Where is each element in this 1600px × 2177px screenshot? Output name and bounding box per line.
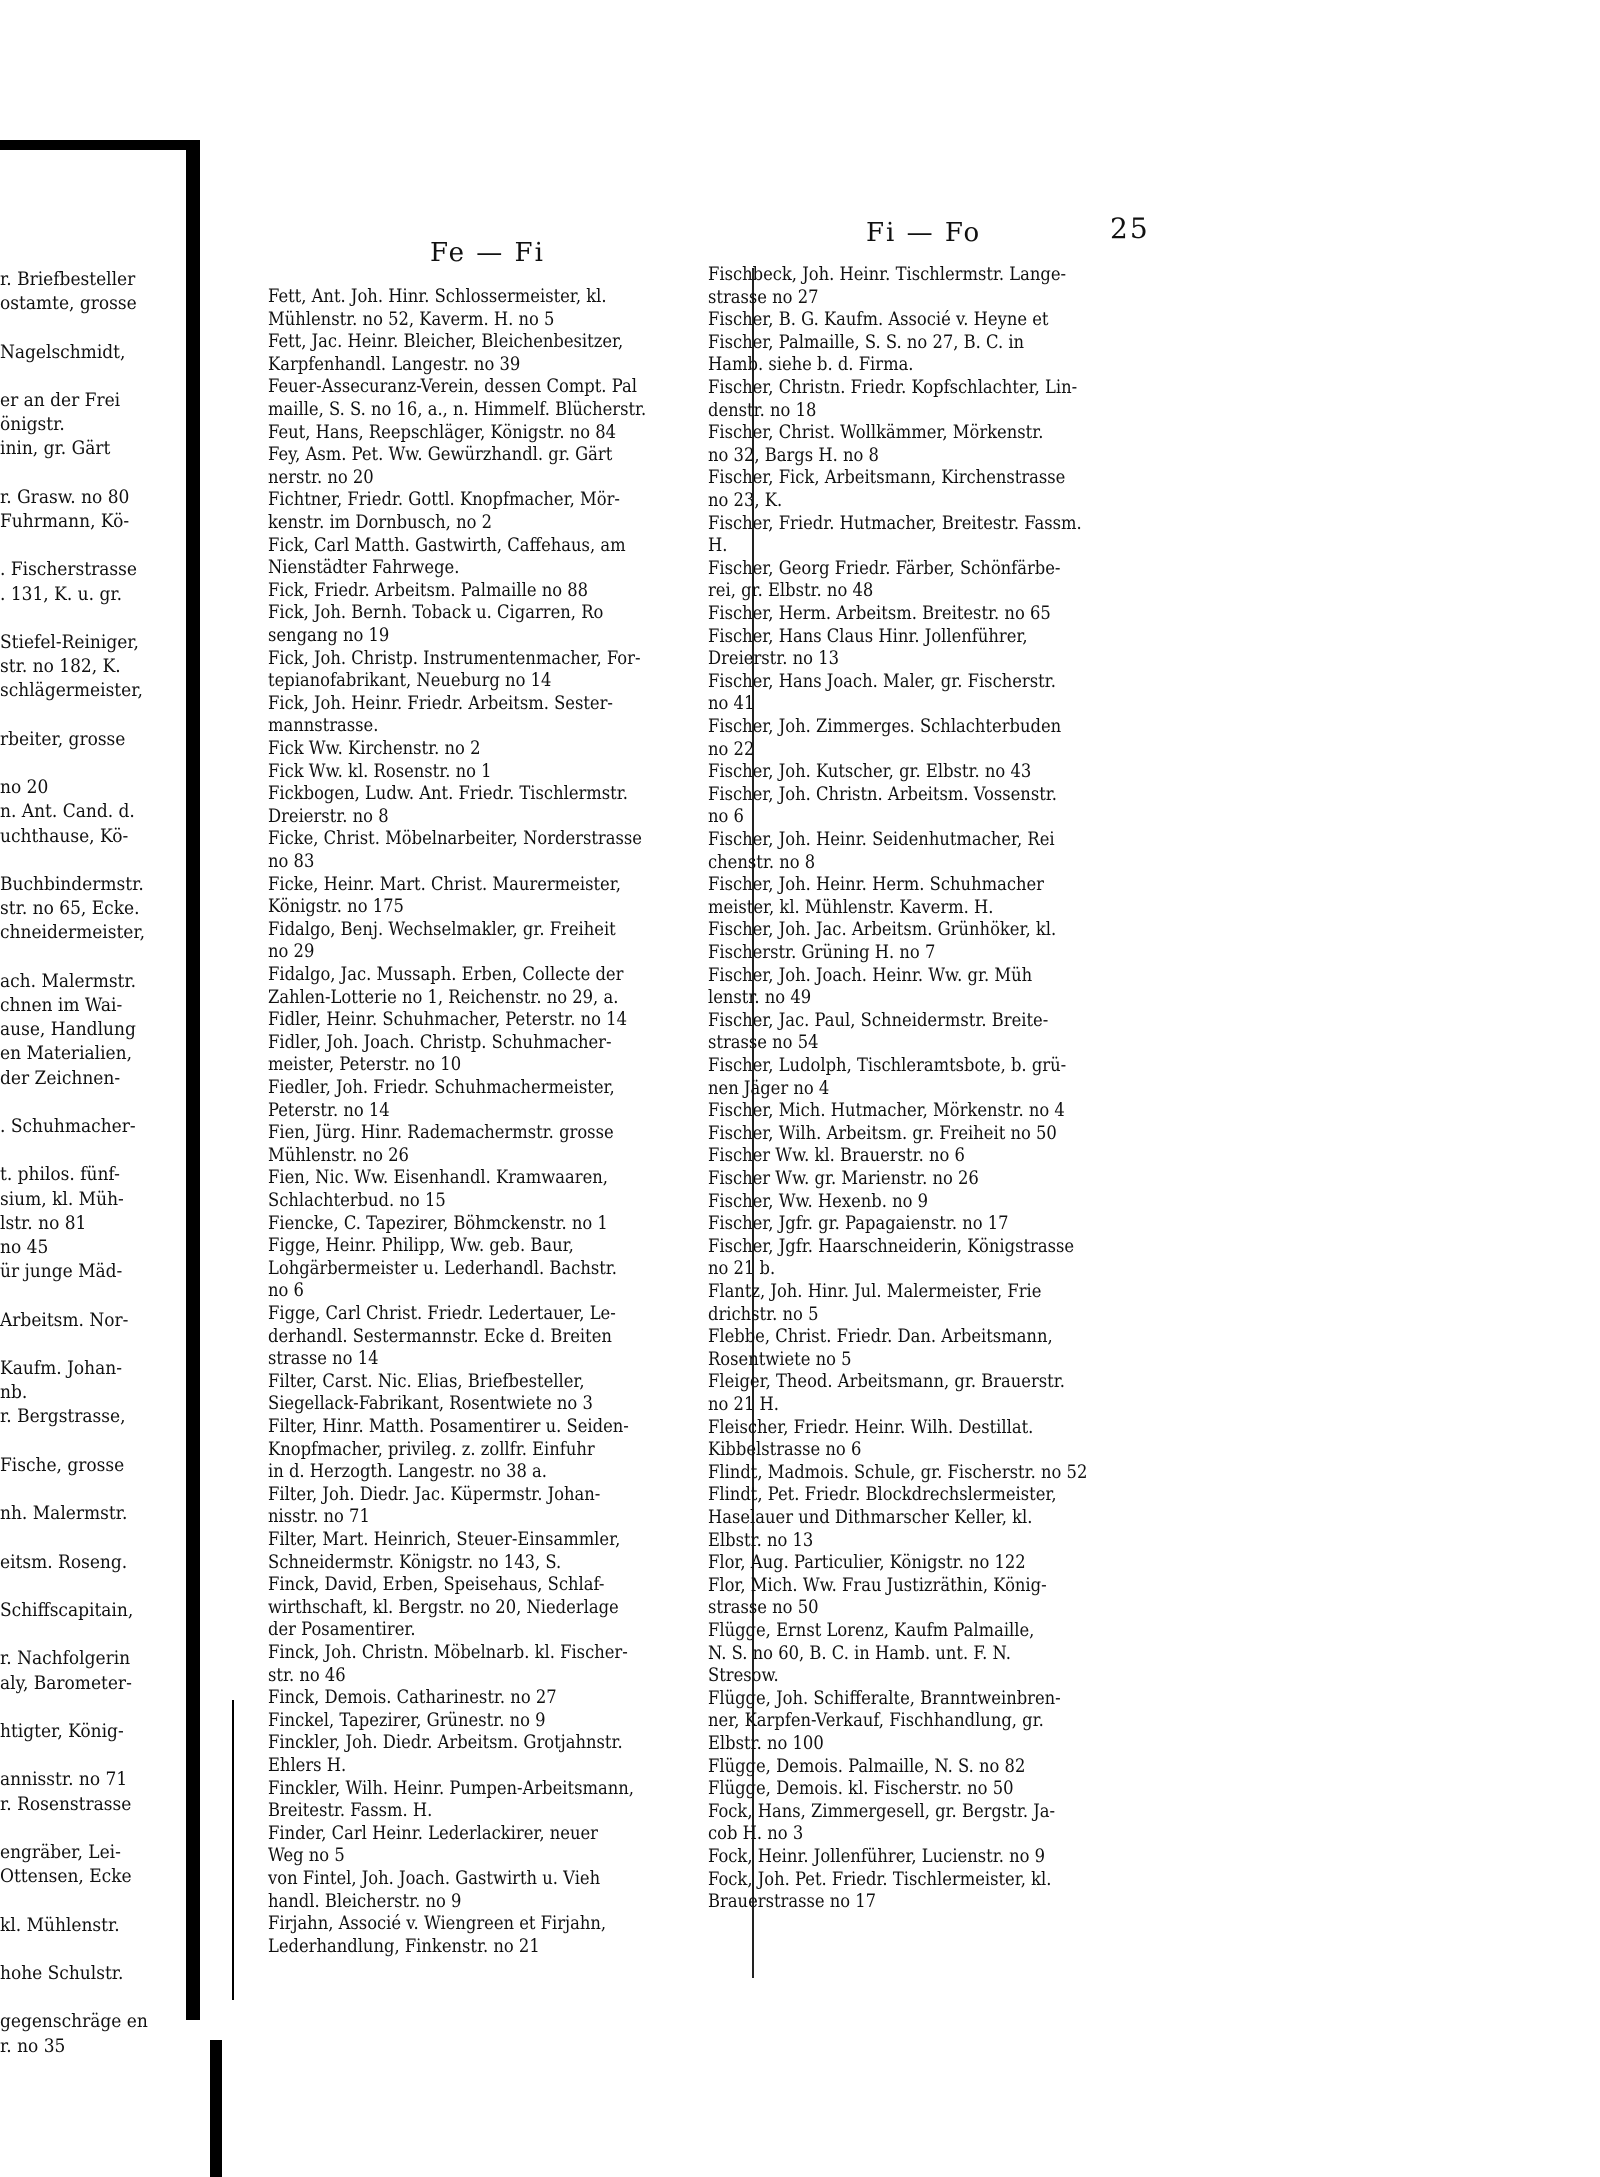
directory-entry-line: Fick, Joh. Heinr. Friedr. Arbeitsm. Sester- xyxy=(268,691,613,714)
fragment-line: ostamte, grosse xyxy=(0,293,137,315)
directory-entry-line: Fischer, Jgfr. gr. Papagaienstr. no 17 xyxy=(708,1212,1009,1235)
directory-entry-line: Fock, Heinr. Jollenführer, Lucienstr. no 9 xyxy=(708,1845,1046,1867)
directory-entry-line: Dreierstr. no 13 xyxy=(708,647,840,670)
fragment-line: kl. Mühlenstr. xyxy=(0,1914,120,1936)
directory-entry-line: cob H. no 3 xyxy=(708,1822,804,1845)
directory-entry-line: Fleischer, Friedr. Heinr. Wilh. Destillat. xyxy=(708,1415,1034,1438)
fragment-line: Nagelschmidt, xyxy=(0,341,126,363)
directory-entry-line: nisstr. no 71 xyxy=(268,1505,370,1528)
fragment-line: Schiffscapitain, xyxy=(0,1600,134,1621)
directory-entry-line: no 23, K. xyxy=(708,489,783,511)
directory-entry-line: Königstr. no 175 xyxy=(268,895,404,918)
fragment-line: r. Briefbesteller xyxy=(0,270,136,290)
directory-entry-line: Fischer Ww. kl. Brauerstr. no 6 xyxy=(708,1144,965,1167)
directory-entry-line: Flügge, Joh. Schifferalte, Branntweinbren- xyxy=(708,1686,1061,1709)
directory-entry-line: Feut, Hans, Reepschläger, Königstr. no 84 xyxy=(268,420,617,443)
directory-entry-line: str. no 46 xyxy=(268,1663,346,1686)
fragment-line: nb. xyxy=(0,1382,28,1404)
fragment-line: htigter, König- xyxy=(0,1721,124,1742)
directory-entry-line: Flindt, Pet. Friedr. Blockdrechslermeister, xyxy=(708,1483,1057,1506)
fragment-line: schlägermeister, xyxy=(0,680,143,702)
directory-entry-line: Finckler, Wilh. Heinr. Pumpen-Arbeitsmann, xyxy=(268,1776,634,1799)
directory-entry-line: Fidler, Joh. Joach. Christp. Schuhmacher- xyxy=(268,1030,612,1053)
directory-entry-line: rei, gr. Elbstr. no 48 xyxy=(708,579,874,602)
directory-entry-line: Fischerstr. Grüning H. no 7 xyxy=(708,941,936,963)
directory-entry-line: Flügge, Ernst Lorenz, Kaufm Palmaille, xyxy=(708,1619,1035,1641)
right-column xyxy=(708,264,1188,1984)
directory-entry-line: Fleiger, Theod. Arbeitsmann, gr. Brauerstr. xyxy=(708,1370,1065,1393)
running-head-left: Fe — Fi xyxy=(430,238,545,268)
fragment-line: gegenschräge en xyxy=(0,2011,148,2033)
directory-entry-line: Fischer, Ludolph, Tischleramtsbote, b. grü- xyxy=(708,1054,1067,1076)
directory-entry-line: Firjahn, Associé v. Wiengreen et Firjahn, xyxy=(268,1912,607,1935)
directory-entry-line: Filter, Joh. Diedr. Jac. Küpermstr. Johan- xyxy=(268,1482,601,1505)
page-number: 25 xyxy=(1110,212,1150,245)
directory-entry-line: Zahlen-Lotterie no 1, Reichenstr. no 29, a. xyxy=(268,985,619,1008)
directory-entry-line: Fischer, Joh. Jac. Arbeitsm. Grünhöker, kl. xyxy=(708,918,1057,941)
directory-entry-line: Rosentwiete no 5 xyxy=(708,1347,852,1370)
directory-entry-line: no 29 xyxy=(268,940,315,963)
directory-entry-line: Figge, Carl Christ. Friedr. Ledertauer, Le- xyxy=(268,1302,616,1324)
directory-entry-line: Flügge, Demois. Palmaille, N. S. no 82 xyxy=(708,1754,1026,1777)
directory-entry-line: Fickbogen, Ludw. Ant. Friedr. Tischlermstr. xyxy=(268,782,628,805)
directory-entry-line: no 83 xyxy=(268,850,315,872)
directory-entry-line: Fick, Joh. Christp. Instrumentenmacher, For- xyxy=(268,646,641,669)
fragment-line: inin, gr. Gärt xyxy=(0,438,111,460)
fragment-line: Kaufm. Johan- xyxy=(0,1358,122,1379)
directory-entry-line: handl. Bleicherstr. no 9 xyxy=(268,1889,462,1912)
directory-entry-line: Fischer, Christ. Wollkämmer, Mörkenstr. xyxy=(708,421,1044,444)
directory-entry-line: Fey, Asm. Pet. Ww. Gewürzhandl. gr. Gärt xyxy=(268,443,613,466)
directory-entry-line: Lohgärbermeister u. Lederhandl. Bachstr. xyxy=(268,1256,618,1279)
directory-entry-line: Kibbelstrasse no 6 xyxy=(708,1438,862,1461)
fragment-line: rbeiter, grosse xyxy=(0,728,126,750)
directory-entry-line: Fischer, Hans Joach. Maler, gr. Fischerstr. xyxy=(708,669,1056,692)
directory-entry-line: no 32, Bargs H. no 8 xyxy=(708,443,879,466)
directory-entry-line: Fischer, Joh. Zimmerges. Schlachterbuden xyxy=(708,715,1062,737)
directory-entry-line: Finck, Demois. Catharinestr. no 27 xyxy=(268,1686,557,1709)
directory-entry-line: Fischer, Friedr. Hutmacher, Breitestr. Fassm. xyxy=(708,511,1082,534)
directory-entry-line: Fidalgo, Benj. Wechselmakler, gr. Freiheit xyxy=(268,917,616,940)
directory-entry-line: maille, S. S. no 16, a., n. Himmelf. Blücherstr. xyxy=(268,398,647,420)
directory-entry-line: Fock, Hans, Zimmergesell, gr. Bergstr. Ja- xyxy=(708,1799,1056,1822)
directory-entry-line: Dreierstr. no 8 xyxy=(268,804,389,827)
directory-entry-line: Fischer, Fick, Arbeitsmann, Kirchenstrasse xyxy=(708,466,1066,489)
directory-entry-line: Flor, Aug. Particulier, Königstr. no 122 xyxy=(708,1551,1026,1574)
directory-entry-line: Finckel, Tapezirer, Grünestr. no 9 xyxy=(268,1708,546,1731)
directory-entry-line: Fischer Ww. gr. Marienstr. no 26 xyxy=(708,1167,979,1189)
directory-entry-line: Fidler, Heinr. Schuhmacher, Peterstr. no 14 xyxy=(268,1008,627,1031)
fragment-line: hohe Schulstr. xyxy=(0,1963,124,1984)
directory-entry-line: Flindt, Madmois. Schule, gr. Fischerstr. no 52 xyxy=(708,1460,1088,1483)
fragment-line: . Schuhmacher- xyxy=(0,1116,136,1137)
directory-entry-line: Hamb. siehe b. d. Firma. xyxy=(708,353,914,376)
fragment-line: no 20 xyxy=(0,777,49,799)
fragment-line: no 45 xyxy=(0,1237,49,1258)
fragment-line: str. no 65, Ecke. xyxy=(0,898,140,920)
directory-entry-line: Flügge, Demois. kl. Fischerstr. no 50 xyxy=(708,1777,1014,1800)
directory-entry-line: von Fintel, Joh. Joach. Gastwirth u. Vieh xyxy=(268,1867,601,1889)
fragment-line: Buchbindermstr. xyxy=(0,874,144,895)
directory-entry-line: Fidalgo, Jac. Mussaph. Erben, Collecte der xyxy=(268,963,624,985)
directory-entry-line: no 22 xyxy=(708,737,755,760)
directory-entry-line: denstr. no 18 xyxy=(708,398,817,421)
fragment-line: . Fischerstrasse xyxy=(0,559,137,581)
directory-entry-line: Fischer, Wilh. Arbeitsm. gr. Freiheit no 50 xyxy=(708,1121,1057,1144)
directory-entry-line: lenstr. no 49 xyxy=(708,986,812,1009)
fragment-line: Fuhrmann, Kö- xyxy=(0,511,130,532)
directory-entry-line: no 21 b. xyxy=(708,1257,776,1280)
fragment-line: Stiefel-Reiniger, xyxy=(0,632,139,653)
directory-entry-line: Fett, Jac. Heinr. Bleicher, Bleichenbesitzer, xyxy=(268,330,624,353)
directory-entry-line: Knopfmacher, privileg. z. zollfr. Einfuhr xyxy=(268,1437,595,1460)
directory-entry-line: Fischer, B. G. Kaufm. Associé v. Heyne et xyxy=(708,308,1049,331)
directory-entry-line: tepianofabrikant, Neueburg no 14 xyxy=(268,669,552,692)
directory-entry-line: Karpfenhandl. Langestr. no 39 xyxy=(268,352,521,375)
fragment-line: chnen im Wai- xyxy=(0,995,123,1016)
directory-entry-line: Filter, Hinr. Matth. Posamentirer u. Seiden- xyxy=(268,1415,629,1437)
directory-entry-line: Breitestr. Fassm. H. xyxy=(268,1799,433,1822)
directory-entry-line: Fick, Joh. Bernh. Toback u. Cigarren, Ro xyxy=(268,601,604,624)
directory-entry-line: Figge, Heinr. Philipp, Ww. geb. Baur, xyxy=(268,1234,574,1257)
directory-entry-line: Stresow. xyxy=(708,1664,779,1687)
fragment-line: Fische, grosse xyxy=(0,1454,125,1476)
directory-entry-line: no 6 xyxy=(708,805,744,828)
directory-entry-line: Fischer, Herm. Arbeitsm. Breitestr. no 65 xyxy=(708,602,1051,624)
directory-entry-line: strasse no 50 xyxy=(708,1596,819,1619)
directory-entry-line: Fischer, Joh. Heinr. Herm. Schuhmacher xyxy=(708,873,1044,896)
directory-entry-line: drichstr. no 5 xyxy=(708,1302,819,1325)
directory-entry-line: Fischer, Jgfr. Haarschneiderin, Königstrasse xyxy=(708,1234,1075,1257)
directory-entry-line: Finck, David, Erben, Speisehaus, Schlaf- xyxy=(268,1573,605,1596)
directory-entry-line: Weg no 5 xyxy=(268,1844,345,1867)
fragment-line: en Materialien, xyxy=(0,1043,132,1065)
directory-entry-line: Elbstr. no 100 xyxy=(708,1732,824,1754)
fragment-line: annisstr. no 71 xyxy=(0,1769,128,1791)
fragment-line: er an der Frei xyxy=(0,390,121,411)
previous-page-fragment xyxy=(0,270,190,2060)
fragment-line: sium, kl. Müh- xyxy=(0,1188,124,1210)
directory-entry-line: Fien, Nic. Ww. Eisenhandl. Kramwaaren, xyxy=(268,1166,608,1189)
directory-entry-line: Fischbeck, Joh. Heinr. Tischlermstr. Lange- xyxy=(708,263,1067,285)
directory-entry-line: strasse no 54 xyxy=(708,1031,819,1054)
directory-entry-line: Finckler, Joh. Diedr. Arbeitsm. Grotjahnstr. xyxy=(268,1731,623,1754)
directory-entry-line: Fischer, Mich. Hutmacher, Mörkenstr. no 4 xyxy=(708,1099,1065,1122)
fragment-line: r. Grasw. no 80 xyxy=(0,486,130,508)
running-head-right: Fi — Fo xyxy=(866,218,982,248)
directory-entry-line: Brauerstrasse no 17 xyxy=(708,1890,877,1913)
fragment-line: engräber, Lei- xyxy=(0,1842,121,1863)
fragment-line: nh. Malermstr. xyxy=(0,1503,128,1525)
directory-entry-line: Flor, Mich. Ww. Frau Justizräthin, König- xyxy=(708,1573,1047,1596)
directory-entry-line: meister, kl. Mühlenstr. Kaverm. H. xyxy=(708,895,994,918)
directory-entry-line: Fischer, Hans Claus Hinr. Jollenführer, xyxy=(708,624,1028,647)
fragment-line: uchthause, Kö- xyxy=(0,825,129,847)
directory-entry-line: Fock, Joh. Pet. Friedr. Tischlermeister, kl. xyxy=(708,1867,1052,1890)
directory-entry-line: Ehlers H. xyxy=(268,1754,347,1776)
directory-entry-line: N. S. no 60, B. C. in Hamb. unt. F. N. xyxy=(708,1641,1011,1664)
fragment-line: Arbeitsm. Nor- xyxy=(0,1309,129,1331)
directory-entry-line: Nienstädter Fahrwege. xyxy=(268,556,460,579)
directory-entry-line: strasse no 14 xyxy=(268,1347,379,1370)
directory-entry-line: Elbstr. no 13 xyxy=(708,1528,814,1551)
left-page-edge-shadow xyxy=(0,140,190,150)
directory-entry-line: sengang no 19 xyxy=(268,624,390,646)
fragment-line: str. no 182, K. xyxy=(0,656,121,678)
directory-entry-line: Filter, Mart. Heinrich, Steuer-Einsammler, xyxy=(268,1528,621,1550)
directory-entry-line: kenstr. im Dornbusch, no 2 xyxy=(268,511,493,533)
directory-entry-line: Schneidermstr. Königstr. no 143, S. xyxy=(268,1550,562,1573)
directory-entry-line: Fischer, Palmaille, S. S. no 27, B. C. in xyxy=(708,330,1025,353)
directory-entry-line: Fischer, Georg Friedr. Färber, Schönfärbe- xyxy=(708,556,1061,579)
directory-entry-line: Fischer, Joh. Kutscher, gr. Elbstr. no 43 xyxy=(708,760,1032,783)
directory-entry-line: Flebbe, Christ. Friedr. Dan. Arbeitsmann, xyxy=(708,1325,1053,1348)
directory-entry-line: Fischer, Ww. Hexenb. no 9 xyxy=(708,1189,929,1212)
directory-entry-line: der Posamentirer. xyxy=(268,1618,416,1641)
fragment-line: ür junge Mäd- xyxy=(0,1261,123,1283)
directory-entry-line: Ficke, Christ. Möbelnarbeiter, Norderstrasse xyxy=(268,827,642,850)
directory-entry-line: Schlachterbud. no 15 xyxy=(268,1189,446,1211)
directory-page xyxy=(200,180,1480,2120)
left-column xyxy=(268,286,748,2006)
fragment-line: aly, Barometer- xyxy=(0,1672,132,1694)
directory-entry-line: Fischer, Joh. Christn. Arbeitsm. Vossenstr. xyxy=(708,782,1057,805)
fragment-line: eitsm. Roseng. xyxy=(0,1551,128,1573)
fragment-line: önigstr. xyxy=(0,414,65,436)
fragment-line: Ottensen, Ecke xyxy=(0,1866,132,1888)
directory-entry-line: Finck, Joh. Christn. Möbelnarb. kl. Fischer- xyxy=(268,1641,628,1663)
directory-entry-line: Flantz, Joh. Hinr. Jul. Malermeister, Frie xyxy=(708,1280,1042,1302)
directory-entry-line: Fick Ww. kl. Rosenstr. no 1 xyxy=(268,759,492,782)
fragment-line: r. Rosenstrasse xyxy=(0,1793,132,1815)
directory-entry-line: Finder, Carl Heinr. Lederlackirer, neuer xyxy=(268,1821,598,1844)
directory-entry-line: derhandl. Sestermannstr. Ecke d. Breiten xyxy=(268,1324,612,1347)
directory-entry-line: Fick, Carl Matth. Gastwirth, Caffehaus, am xyxy=(268,533,626,556)
directory-entry-line: Peterstr. no 14 xyxy=(268,1098,390,1121)
directory-entry-line: Mühlenstr. no 26 xyxy=(268,1143,409,1166)
directory-entry-line: Fick, Friedr. Arbeitsm. Palmaille no 88 xyxy=(268,578,589,601)
directory-entry-line: nerstr. no 20 xyxy=(268,465,374,488)
directory-entry-line: ner, Karpfen-Verkauf, Fischhandlung, gr. xyxy=(708,1709,1044,1732)
directory-entry-line: Fett, Ant. Joh. Hinr. Schlossermeister, kl. xyxy=(268,285,607,307)
directory-entry-line: Mühlenstr. no 52, Kaverm. H. no 5 xyxy=(268,307,555,330)
directory-entry-line: meister, Peterstr. no 10 xyxy=(268,1053,462,1076)
directory-entry-line: nen Jäger no 4 xyxy=(708,1076,830,1099)
fragment-line: lstr. no 81 xyxy=(0,1212,87,1234)
directory-entry-line: in d. Herzogth. Langestr. no 38 a. xyxy=(268,1460,547,1483)
directory-entry-line: no 6 xyxy=(268,1279,304,1302)
directory-entry-line: Fick Ww. Kirchenstr. no 2 xyxy=(268,737,481,759)
fragment-line: ause, Handlung xyxy=(0,1019,136,1041)
fragment-line: r. Nachfolgerin xyxy=(0,1648,131,1670)
directory-entry-line: Feuer-Assecuranz-Verein, dessen Compt. Pal xyxy=(268,375,637,398)
directory-entry-line: no 21 H. xyxy=(708,1393,779,1415)
directory-entry-line: mannstrasse. xyxy=(268,714,379,737)
directory-entry-line: no 41 xyxy=(708,692,755,715)
fragment-line: r. no 35 xyxy=(0,2035,66,2057)
directory-entry-line: Fien, Jürg. Hinr. Rademachermstr. grosse xyxy=(268,1121,614,1144)
fragment-line: der Zeichnen- xyxy=(0,1067,121,1089)
fragment-line: r. Bergstrasse, xyxy=(0,1406,126,1428)
fragment-line: . 131, K. u. gr. xyxy=(0,583,123,605)
directory-entry-line: Fischer, Christn. Friedr. Kopfschlachter, Lin- xyxy=(708,376,1078,398)
directory-entry-line: Fiedler, Joh. Friedr. Schuhmachermeister, xyxy=(268,1076,615,1098)
fragment-line: ach. Malermstr. xyxy=(0,970,137,992)
directory-entry-line: Fischer, Joh. Joach. Heinr. Ww. gr. Müh xyxy=(708,963,1033,986)
directory-entry-line: Fiencke, C. Tapezirer, Böhmckenstr. no 1 xyxy=(268,1211,608,1234)
directory-entry-line: Siegellack-Fabrikant, Rosentwiete no 3 xyxy=(268,1392,593,1415)
directory-entry-line: Ficke, Heinr. Mart. Christ. Maurermeister, xyxy=(268,872,621,895)
directory-entry-line: Filter, Carst. Nic. Elias, Briefbesteller, xyxy=(268,1369,585,1392)
fragment-line: t. philos. fünf- xyxy=(0,1164,120,1186)
directory-entry-line: strasse no 27 xyxy=(708,285,819,308)
directory-entry-line: wirthschaft, kl. Bergstr. no 20, Niederlage xyxy=(268,1595,619,1618)
directory-entry-line: Fischer, Jac. Paul, Schneidermstr. Breite- xyxy=(708,1008,1049,1031)
directory-entry-line: Fichtner, Friedr. Gottl. Knopfmacher, Mör- xyxy=(268,488,620,511)
fragment-line: n. Ant. Cand. d. xyxy=(0,801,135,823)
directory-entry-line: chenstr. no 8 xyxy=(708,850,816,873)
directory-entry-line: Lederhandlung, Finkenstr. no 21 xyxy=(268,1934,540,1957)
directory-entry-line: Haselauer und Dithmarscher Keller, kl. xyxy=(708,1506,1033,1528)
fragment-line: chneidermeister, xyxy=(0,922,146,944)
directory-entry-line: Fischer, Joh. Heinr. Seidenhutmacher, Rei xyxy=(708,828,1055,850)
directory-entry-line: H. xyxy=(708,534,728,557)
